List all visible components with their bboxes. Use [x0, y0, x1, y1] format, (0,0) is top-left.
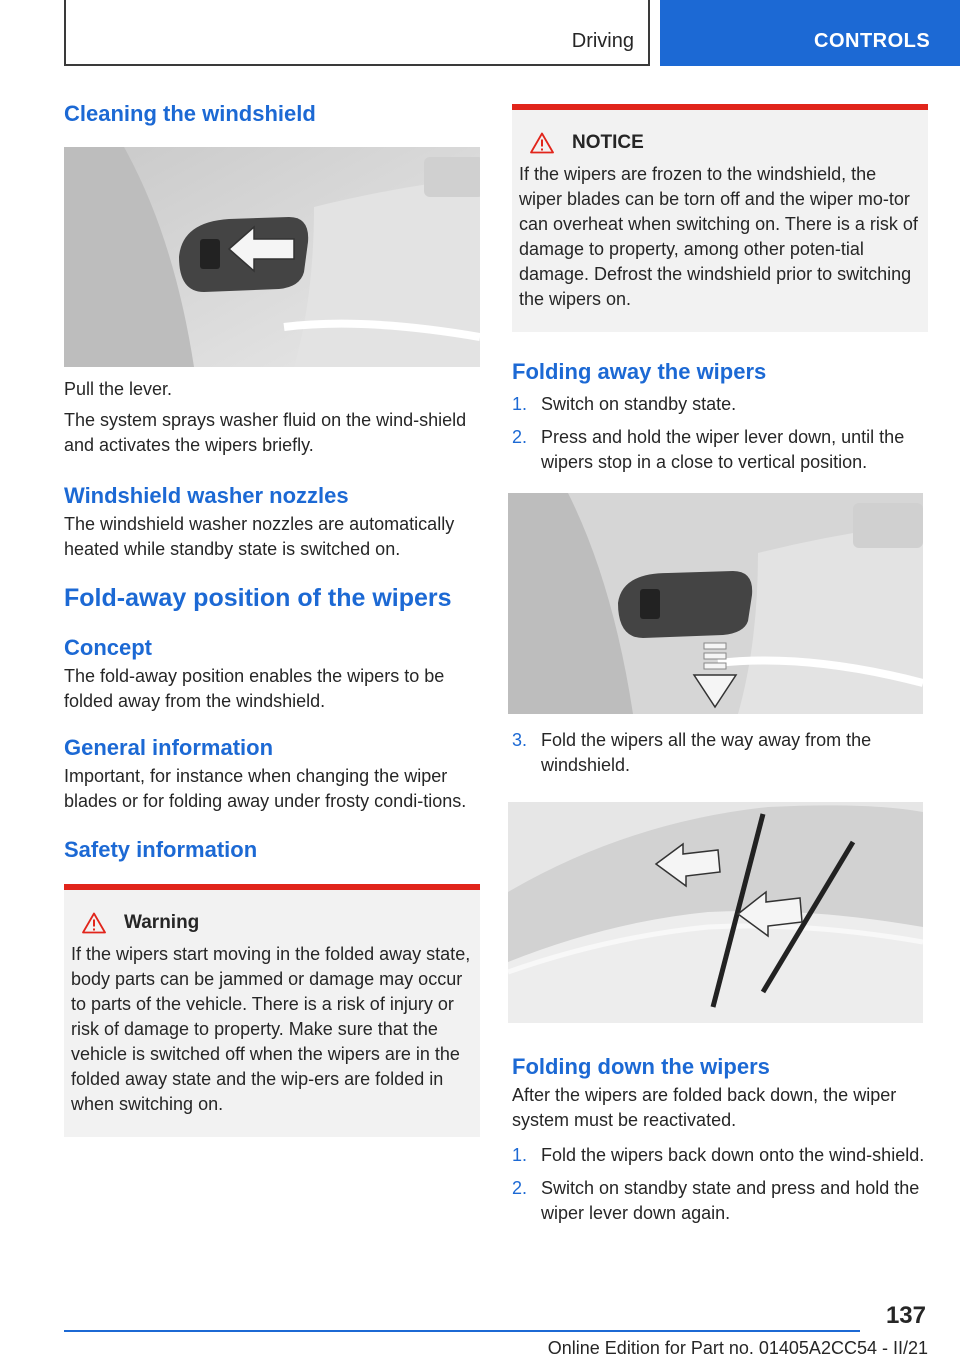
warning-text: If the wipers start moving in the folded away state, body parts can be jammed or damage may occur to parts of the vehicle. There is a risk of injury or risk of damage to property. Make sure that the vehicle is switched off when the wipers are in the folded away state and the wip‐ers are folded in when switching on. [71, 944, 471, 1114]
general-text: Important, for instance when changing the wiper blades or for folding away under frosty condi‐tions. [64, 766, 467, 811]
step-number: 1. [512, 1145, 528, 1165]
warning-triangle-icon [82, 912, 106, 934]
general-title: General information [64, 735, 274, 760]
notice-text: If the wipers are frozen to the windshield, the wiper blades can be torn off and the wiper mo‐tor can overheat when switching on. There is a risk of damage to property, among other poten‐tial damage. Defrost the windshield prior to switching the wipers on. [519, 164, 918, 309]
lever-down-image [508, 493, 923, 714]
footer-divider [64, 1330, 860, 1332]
header-section: Driving [571, 30, 634, 52]
cleaning-step-text: Pull the lever. [64, 379, 173, 399]
foldaway-title: Fold-away position of the wipers [64, 584, 452, 612]
concept-title: Concept [64, 635, 152, 660]
notice-box [512, 104, 928, 332]
folding-down-steps [512, 1143, 928, 1226]
folding-down-title: Folding down the wipers [512, 1054, 770, 1079]
folding-down-text: After the wipers are folded back down, the wiper system must be reactivated. [512, 1085, 897, 1130]
warning-header [71, 912, 474, 934]
step-text: Switch on standby state. [541, 394, 737, 414]
list-item [512, 392, 928, 417]
header-section-box [64, 0, 650, 66]
header-chapter: CONTROLS [660, 0, 960, 66]
warning-label: Warning [124, 912, 200, 933]
list-item [512, 1176, 928, 1226]
left-column [64, 100, 482, 1137]
cleaning-title: Cleaning the windshield [64, 101, 316, 126]
safety-title: Safety information [64, 837, 258, 862]
step-text: Press and hold the wiper lever down, until the wipers stop in a close to vertical position. [541, 427, 905, 472]
nozzles-text: The windshield washer nozzles are automatically heated while standby state is switched on. [64, 514, 455, 559]
page-number: 137 [885, 1302, 926, 1329]
folding-away-steps [512, 392, 928, 475]
warning-box [64, 884, 480, 1137]
concept-text: The fold-away position enables the wipers to be folded away from the windshield. [64, 666, 445, 711]
list-item [512, 1143, 928, 1168]
lever-pull-image [64, 147, 480, 367]
cleaning-description: The system sprays washer fluid on the wind‐shield and activates the wipers briefly. [64, 410, 467, 455]
step-text: Switch on standby state and press and hold the wiper lever down again. [541, 1178, 920, 1223]
step-number: 2. [512, 1178, 528, 1198]
notice-header [519, 132, 922, 154]
folding-away-title: Folding away the wipers [512, 359, 767, 384]
notice-label: NOTICE [572, 132, 644, 153]
list-item [512, 728, 928, 778]
step-text: Fold the wipers back down onto the wind‐shield. [541, 1145, 925, 1165]
wipers-windshield-image [508, 802, 923, 1023]
folding-away-steps-continued [512, 728, 928, 778]
list-item [512, 425, 928, 475]
step-text: Fold the wipers all the way away from the windshield. [541, 730, 872, 775]
right-column [512, 100, 928, 1226]
nozzles-title: Windshield washer nozzles [64, 483, 349, 508]
footer-edition: Online Edition for Part no. 01405A2CC54 - II/21 [547, 1338, 928, 1358]
warning-triangle-icon [530, 132, 554, 154]
step-number: 2. [512, 427, 528, 447]
step-number: 1. [512, 394, 528, 414]
step-number: 3. [512, 730, 528, 750]
